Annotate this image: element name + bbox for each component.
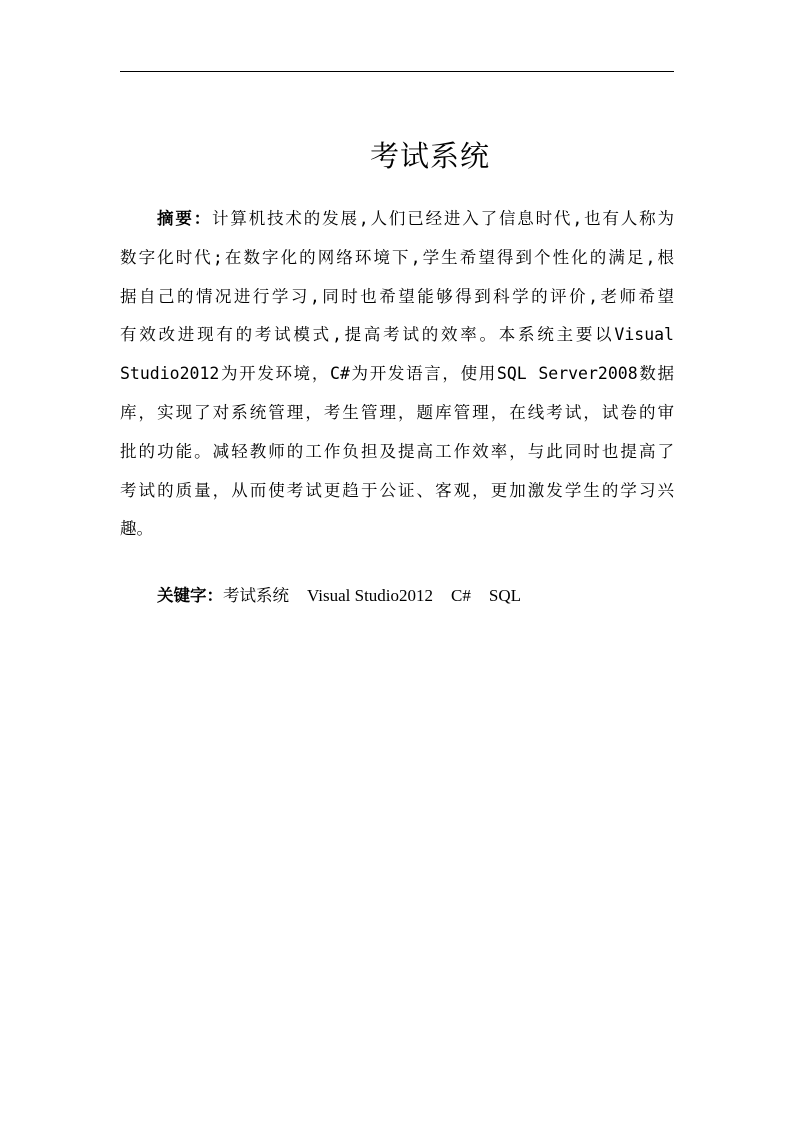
abstract-line: 趣。 <box>120 519 153 539</box>
keyword-item: SQL <box>488 586 521 605</box>
document-title: 考试系统 <box>369 139 490 173</box>
abstract-section <box>120 200 674 549</box>
abstract-line: 有效改进现有的考试模式,提高考试的效率。本系统主要以Visual <box>120 325 674 345</box>
abstract-line: 据自己的情况进行学习,同时也希望能够得到科学的评价,老师希望 <box>120 286 674 306</box>
keywords-label: 关键字： <box>157 586 223 605</box>
abstract-line: Studio2012为开发环境，C#为开发语言，使用SQL Server2008数据 <box>120 364 674 384</box>
abstract-line: 考试的质量，从而使考试更趋于公证、客观，更加激发学生的学习兴 <box>120 480 674 500</box>
keyword-item: Visual Studio2012 <box>307 586 434 605</box>
keywords-section <box>157 579 539 613</box>
abstract-line <box>120 200 674 239</box>
header-rule <box>120 71 674 72</box>
keyword-item: 考试系统 <box>223 586 289 605</box>
abstract-line: 数字化时代;在数字化的网络环境下,学生希望得到个性化的满足,根 <box>120 247 674 267</box>
abstract-line: 库，实现了对系统管理，考生管理，题库管理，在线考试，试卷的审 <box>120 402 674 422</box>
keyword-item: C# <box>451 586 471 605</box>
abstract-line: 批的功能。减轻教师的工作负担及提高工作效率，与此同时也提高了 <box>120 441 674 461</box>
abstract-text: 计算机技术的发展,人们已经进入了信息时代,也有人称为 <box>212 209 674 228</box>
abstract-label: 摘要： <box>157 209 213 228</box>
